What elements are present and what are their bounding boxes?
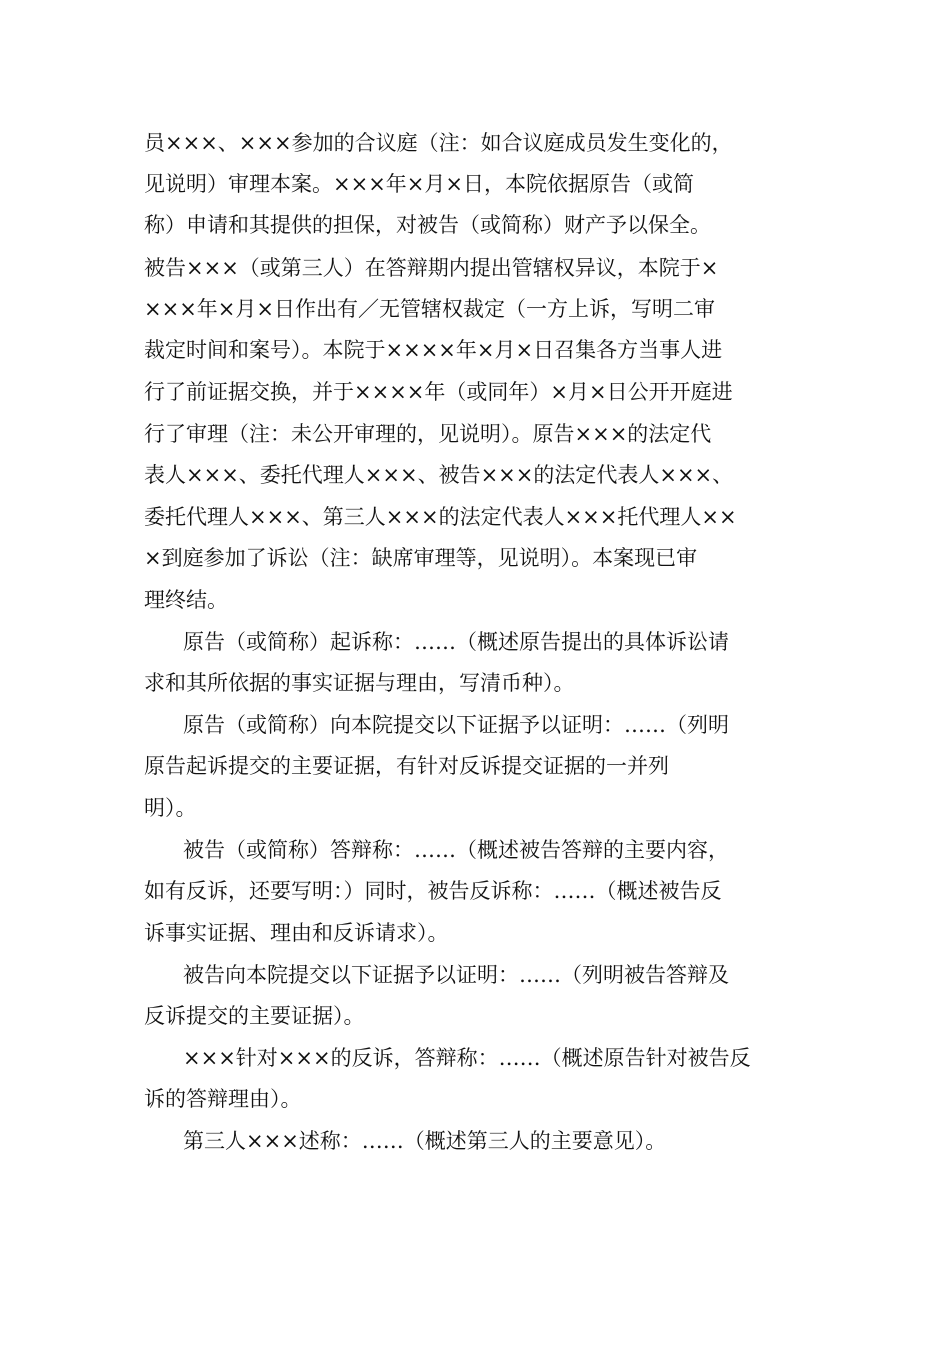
paragraph-start-line: 第三人×××述称：……（概述第三人的主要意见）。 (183, 1129, 667, 1153)
text-line: 裁定时间和案号）。本院于××××年×月×日召集各方当事人进 (144, 338, 723, 362)
text-line: ×××年×月×日作出有／无管辖权裁定（一方上诉，写明二审 (144, 297, 715, 321)
text-line: 原告起诉提交的主要证据，有针对反诉提交证据的一并列 (144, 754, 669, 778)
text-line: 表人×××、委托代理人×××、被告×××的法定代表人×××、 (144, 463, 734, 487)
text-line: 行了审理（注：未公开审理的，见说明）。原告×××的法定代 (144, 422, 712, 446)
text-line: 见说明）审理本案。×××年×月×日，本院依据原告（或简 (144, 172, 694, 196)
text-line: 诉事实证据、理由和反诉请求）。 (144, 921, 449, 945)
text-line: 委托代理人×××、第三人×××的法定代表人×××托代理人×× (144, 505, 737, 529)
text-line: 如有反诉，还要写明：）同时，被告反诉称：……（概述被告反 (144, 879, 722, 903)
text-line: 称）申请和其提供的担保，对被告（或简称）财产予以保全。 (144, 213, 711, 237)
paragraph-start-line: 原告（或简称）起诉称：……（概述原告提出的具体诉讼请 (183, 630, 729, 654)
text-line: 求和其所依据的事实证据与理由，写清币种）。 (144, 671, 575, 695)
text-line: 行了前证据交换，并于××××年（或同年）×月×日公开开庭进 (144, 380, 733, 404)
text-line: 理终结。 (144, 588, 228, 612)
text-line: 反诉提交的主要证据）。 (144, 1004, 365, 1028)
text-line: ×到庭参加了诉讼（注：缺席审理等，见说明）。本案现已审 (144, 546, 698, 570)
paragraph-start-line: ×××针对×××的反诉，答辩称：……（概述原告针对被告反 (183, 1046, 751, 1070)
text-line: 诉的答辩理由）。 (144, 1087, 302, 1111)
text-line: 明）。 (144, 796, 197, 820)
text-line: 被告×××（或第三人）在答辩期内提出管辖权异议，本院于× (144, 256, 719, 280)
text-line: 员×××、×××参加的合议庭（注：如合议庭成员发生变化的， (144, 131, 733, 155)
paragraph-start-line: 原告（或简称）向本院提交以下证据予以证明：……（列明 (183, 713, 729, 737)
paragraph-start-line: 被告向本院提交以下证据予以证明：……（列明被告答辩及 (183, 963, 729, 987)
paragraph-start-line: 被告（或简称）答辩称：……（概述被告答辩的主要内容， (183, 838, 729, 862)
